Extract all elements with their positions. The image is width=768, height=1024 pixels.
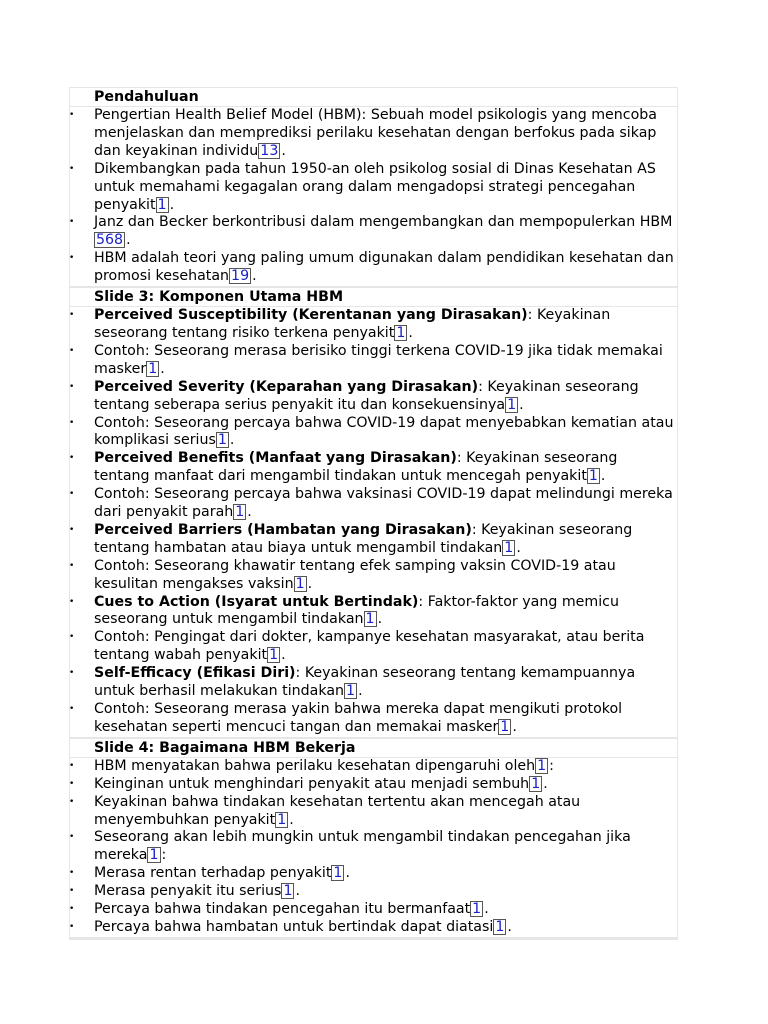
citation-link[interactable]: 1 <box>531 775 541 792</box>
citation-link[interactable]: 1 <box>472 901 482 918</box>
list-item <box>70 594 677 630</box>
list-item <box>70 107 677 161</box>
item-punctuation: : <box>549 757 554 774</box>
item-punctuation: . <box>252 268 257 285</box>
bullet-list <box>70 107 677 288</box>
item-text: Contoh: Seseorang percaya bahwa COVID-19 dapat menyebabkan kematian atau komplikasi serius <box>94 414 674 449</box>
citation-link[interactable]: 1 <box>235 504 245 521</box>
item-text: HBM menyatakan bahwa perilaku kesehatan dipengaruhi oleh <box>94 757 536 774</box>
list-item <box>70 629 677 665</box>
section-heading: Slide 3: Komponen Utama HBM <box>70 288 677 307</box>
citation-link[interactable]: 1 <box>283 883 293 900</box>
list-item <box>70 214 677 250</box>
citation-link[interactable]: 1 <box>277 811 287 828</box>
item-punctuation: . <box>247 504 252 521</box>
term-label: Perceived Benefits (Manfaat yang Dirasakan) <box>94 450 457 467</box>
term-label: Self-Efficacy (Efikasi Diri) <box>94 665 296 682</box>
bullet-list <box>70 758 677 939</box>
document-body <box>69 87 678 940</box>
item-punctuation: . <box>345 865 350 882</box>
list-item <box>70 379 677 415</box>
item-punctuation: . <box>281 647 286 664</box>
list-item <box>70 558 677 594</box>
item-text: : Keyakinan seseorang tentang hambatan atau biaya untuk mengambil tindakan <box>94 521 633 556</box>
citation-link[interactable]: 1 <box>148 360 158 377</box>
section-heading: Slide 4: Bagaimana HBM Bekerja <box>70 739 677 758</box>
citation-link[interactable]: 1 <box>149 847 159 864</box>
item-text: Contoh: Seseorang khawatir tentang efek samping vaksin COVID-19 atau kesulitan mengakses vaksin <box>94 557 616 592</box>
citation-link[interactable]: 1 <box>504 539 514 556</box>
item-text: Pengertian Health Belief Model (HBM): Sebuah model psikologis yang mencoba menjelaskan dan memprediksi perilaku kesehatan dengan berfokus pada sikap dan keyakinan individu <box>94 107 657 159</box>
term-label: Perceived Severity (Keparahan yang Dirasakan) <box>94 378 479 395</box>
item-text: : Keyakinan seseorang tentang kemampuannya untuk berhasil melakukan tindakan <box>94 665 636 700</box>
term-label: Cues to Action (Isyarat untuk Bertindak) <box>94 593 419 610</box>
list-item <box>70 883 677 901</box>
term-label: Perceived Susceptibility (Kerentanan yang Dirasakan) <box>94 307 528 324</box>
list-item <box>70 161 677 215</box>
list-item <box>70 865 677 883</box>
list-item <box>70 665 677 701</box>
item-punctuation: . <box>600 468 606 485</box>
list-item <box>70 250 677 287</box>
item-punctuation: . <box>295 883 300 900</box>
citation-link[interactable]: 1 <box>157 196 167 213</box>
section-heading: Pendahuluan <box>70 88 677 107</box>
item-punctuation: . <box>281 142 286 159</box>
list-item <box>70 522 677 558</box>
item-text: Merasa penyakit itu serius <box>94 883 282 900</box>
item-text: Keinginan untuk menghindari penyakit atau menjadi sembuh <box>94 775 530 792</box>
item-text: HBM adalah teori yang paling umum digunakan dalam pendidikan kesehatan dan promosi kesehatan <box>94 250 674 285</box>
item-text: Seseorang akan lebih mungkin untuk mengambil tindakan pencegahan jika mereka <box>94 829 631 864</box>
item-text: Dikembangkan pada tahun 1950-an oleh psikolog sosial di Dinas Kesehatan AS untuk memahami kegagalan orang dalam mengadopsi strategi pencegahan penyakit <box>94 160 656 213</box>
list-item <box>70 919 677 938</box>
citation-link[interactable]: 568 <box>96 232 124 249</box>
citation-link[interactable]: 1 <box>295 575 305 592</box>
citation-link[interactable]: 1 <box>365 611 375 628</box>
item-punctuation: . <box>516 539 521 556</box>
item-text: Janz dan Becker berkontribusi dalam mengembangkan dan mempopulerkan HBM <box>94 214 673 231</box>
bullet-list <box>70 307 677 739</box>
list-item <box>70 701 677 738</box>
item-text: Contoh: Seseorang merasa berisiko tinggi terkena COVID-19 jika tidak memakai masker <box>94 342 663 377</box>
list-item <box>70 829 677 865</box>
item-text: : Faktor-faktor yang memicu seseorang untuk mengambil tindakan <box>94 593 619 628</box>
item-punctuation: . <box>307 575 313 592</box>
item-text: : Keyakinan seseorang tentang risiko terkena penyakit <box>94 307 611 341</box>
item-text: Percaya bahwa tindakan pencegahan itu bermanfaat <box>94 901 471 918</box>
item-punctuation: . <box>512 718 517 735</box>
item-punctuation: : <box>161 847 167 864</box>
list-item <box>70 776 677 794</box>
item-punctuation: . <box>160 360 165 377</box>
item-text: Merasa rentan terhadap penyakit <box>94 865 332 882</box>
item-text: : Keyakinan seseorang tentang manfaat dari mengambil tindakan untuk mencegah penyakit <box>94 450 618 485</box>
list-item <box>70 450 677 486</box>
item-punctuation: . <box>169 196 175 213</box>
list-item <box>70 415 677 451</box>
citation-link[interactable]: 1 <box>217 432 227 449</box>
item-text: Contoh: Seseorang percaya bahwa vaksinasi COVID-19 dapat melindungi mereka dari penyakit parah <box>94 486 673 521</box>
list-item <box>70 486 677 522</box>
citation-link[interactable]: 13 <box>260 142 279 159</box>
list-item <box>70 758 677 776</box>
item-punctuation: . <box>229 432 235 449</box>
item-text: Contoh: Seseorang merasa yakin bahwa mereka dapat mengikuti protokol kesehatan seperti mencuci tangan dan memakai masker <box>94 701 623 735</box>
citation-link[interactable]: 1 <box>346 683 356 700</box>
item-punctuation: . <box>126 232 131 249</box>
list-item <box>70 343 677 379</box>
citation-link[interactable]: 1 <box>537 757 547 774</box>
item-punctuation: . <box>289 811 294 828</box>
item-punctuation: . <box>377 611 383 628</box>
item-punctuation: . <box>484 901 489 918</box>
citation-link[interactable]: 1 <box>495 918 505 935</box>
citation-link[interactable]: 1 <box>500 718 510 735</box>
list-item <box>70 794 677 830</box>
item-text: Percaya bahwa hambatan untuk bertindak dapat diatasi <box>94 918 494 935</box>
item-punctuation: . <box>519 396 524 413</box>
citation-link[interactable]: 1 <box>588 468 598 485</box>
item-punctuation: . <box>543 775 548 792</box>
citation-link[interactable]: 1 <box>269 647 279 664</box>
citation-link[interactable]: 1 <box>507 396 517 413</box>
citation-link[interactable]: 1 <box>333 865 343 882</box>
item-text: : Keyakinan seseorang tentang seberapa serius penyakit itu dan konsekuensinya <box>94 378 639 413</box>
citation-link[interactable]: 1 <box>396 324 406 341</box>
item-punctuation: . <box>408 324 413 341</box>
item-punctuation: . <box>358 683 363 700</box>
term-label: Perceived Barriers (Hambatan yang Dirasakan) <box>94 521 472 538</box>
list-item <box>70 901 677 919</box>
item-text: Contoh: Pengingat dari dokter, kampanye kesehatan masyarakat, atau berita tentang wabah penyakit <box>94 629 645 664</box>
item-text: Keyakinan bahwa tindakan kesehatan tertentu akan mencegah atau menyembuhkan penyakit <box>94 793 581 828</box>
list-item <box>70 307 677 343</box>
item-punctuation: . <box>507 918 512 935</box>
citation-link[interactable]: 19 <box>231 268 250 285</box>
